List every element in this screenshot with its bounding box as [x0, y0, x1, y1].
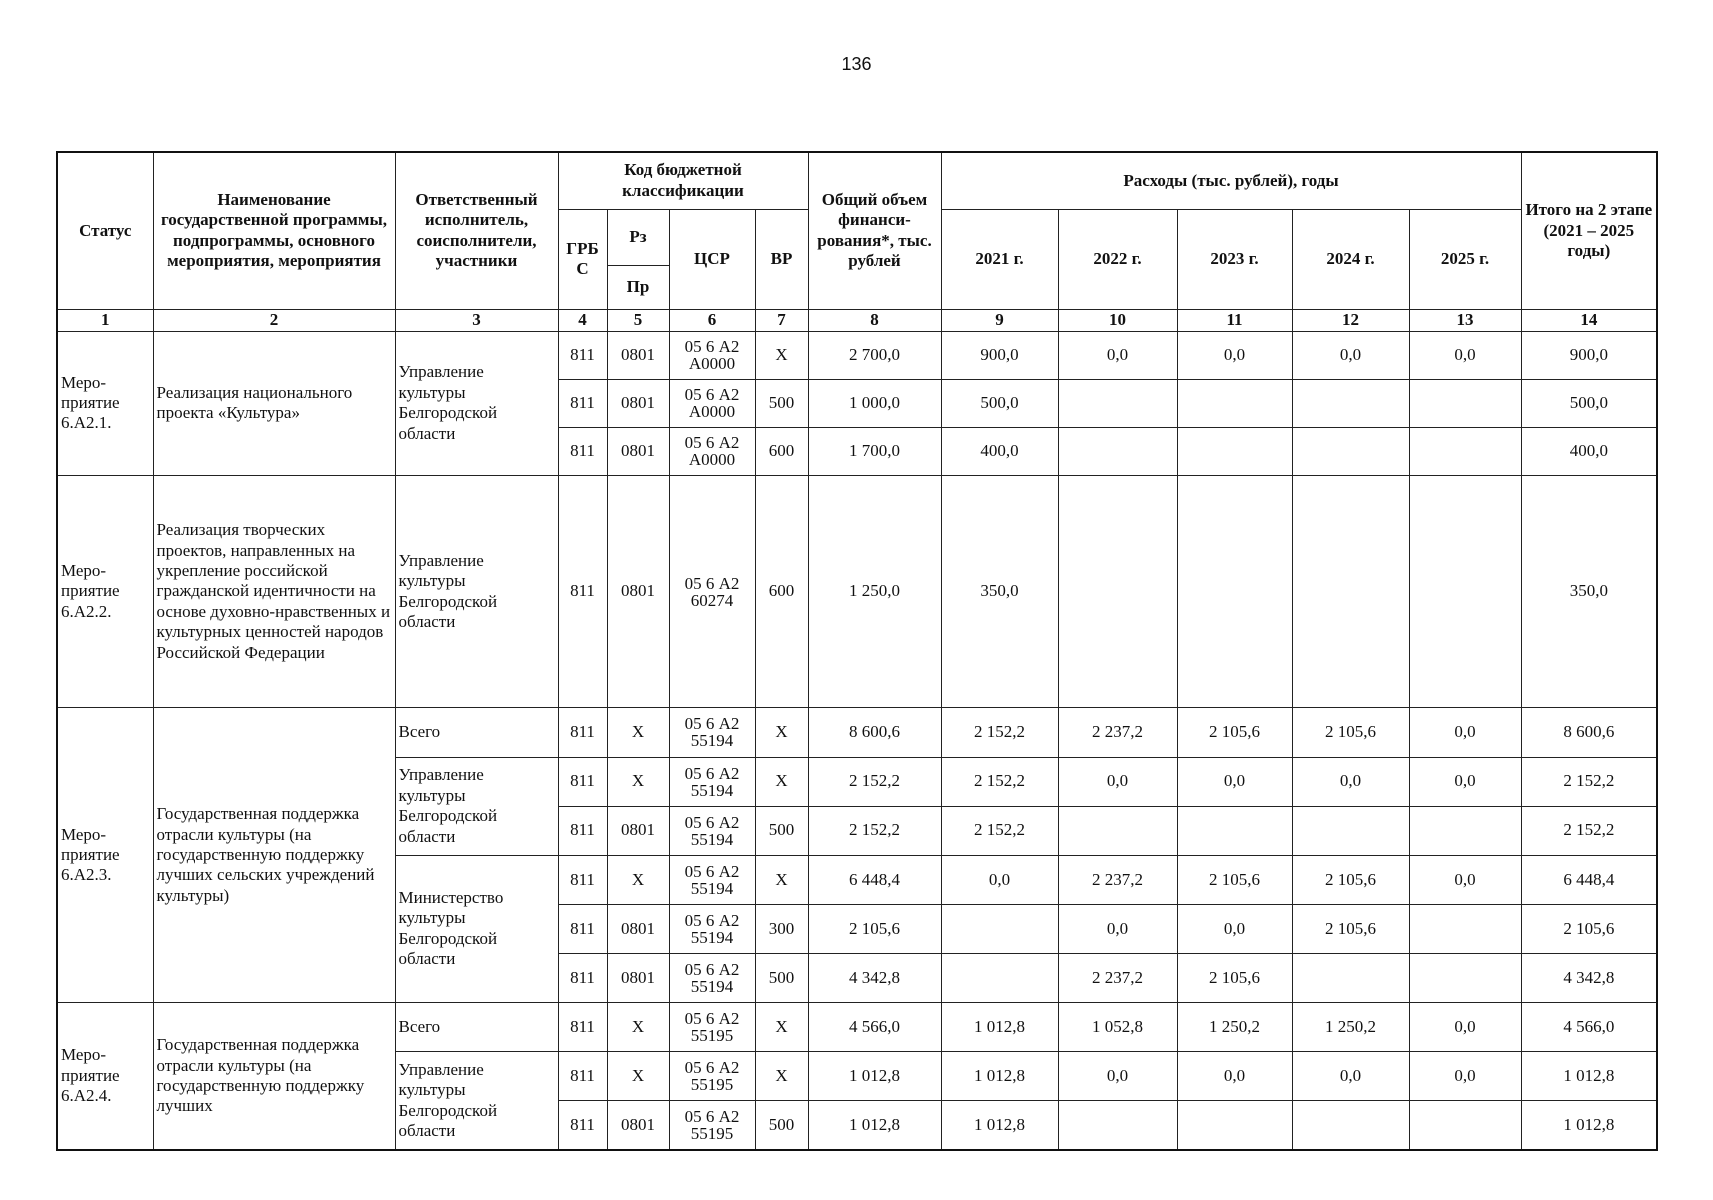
vr-cell: Х — [755, 708, 808, 757]
total-volume-cell: 1 250,0 — [808, 475, 941, 708]
table-row — [57, 1003, 1657, 1052]
rz-pr-cell: 0801 — [607, 427, 669, 475]
status-cell: Меро-приятие 6.А2.1. — [57, 331, 153, 475]
rz-pr-cell: 0801 — [607, 904, 669, 953]
rz-pr-cell: 0801 — [607, 953, 669, 1002]
csr-cell: 05 6 А2 55194 — [669, 953, 755, 1002]
year-2023-cell — [1177, 1101, 1292, 1150]
header-vr: ВР — [755, 209, 808, 309]
total-volume-cell: 1 000,0 — [808, 379, 941, 427]
year-2024-cell: 2 105,6 — [1292, 855, 1409, 904]
year-2024-cell — [1292, 475, 1409, 708]
stage-total-cell: 400,0 — [1521, 427, 1657, 475]
stage-total-cell: 1 012,8 — [1521, 1052, 1657, 1101]
year-2021-cell: 500,0 — [941, 379, 1058, 427]
year-2025-cell — [1409, 1101, 1521, 1150]
year-2023-cell — [1177, 806, 1292, 855]
header-program-name: Наименование государственной программы, подпрограммы, основного мероприятия, мероприятия — [153, 152, 395, 309]
year-2022-cell — [1058, 1101, 1177, 1150]
header-status: Статус — [57, 152, 153, 309]
stage-total-cell: 8 600,6 — [1521, 708, 1657, 757]
csr-cell: 05 6 А2 55194 — [669, 855, 755, 904]
year-2021-cell: 2 152,2 — [941, 806, 1058, 855]
csr-cell: 05 6 А2 А0000 — [669, 331, 755, 379]
responsible-cell: Управление культуры Белгородской области — [395, 331, 558, 475]
year-2022-cell: 0,0 — [1058, 904, 1177, 953]
stage-total-cell: 900,0 — [1521, 331, 1657, 379]
responsible-cell: Всего — [395, 708, 558, 757]
year-2021-cell: 0,0 — [941, 855, 1058, 904]
responsible-cell: Всего — [395, 1003, 558, 1052]
year-2022-cell: 0,0 — [1058, 757, 1177, 806]
responsible-cell: Управление культуры Белгородской области — [395, 475, 558, 708]
year-2023-cell: 2 105,6 — [1177, 708, 1292, 757]
status-cell: Меро-приятие 6.А2.2. — [57, 475, 153, 708]
year-2025-cell — [1409, 806, 1521, 855]
header-year-2022: 2022 г. — [1058, 209, 1177, 309]
table-row — [57, 708, 1657, 757]
year-2023-cell — [1177, 379, 1292, 427]
vr-cell: Х — [755, 757, 808, 806]
stage-total-cell: 2 152,2 — [1521, 757, 1657, 806]
year-2024-cell: 2 105,6 — [1292, 708, 1409, 757]
grbs-cell: 811 — [558, 855, 607, 904]
year-2024-cell: 2 105,6 — [1292, 904, 1409, 953]
column-number-cell: 10 — [1058, 309, 1177, 331]
column-number-cell: 14 — [1521, 309, 1657, 331]
rz-pr-cell: 0801 — [607, 806, 669, 855]
total-volume-cell: 2 152,2 — [808, 757, 941, 806]
year-2025-cell — [1409, 379, 1521, 427]
header-year-2025: 2025 г. — [1409, 209, 1521, 309]
grbs-cell: 811 — [558, 1101, 607, 1150]
total-volume-cell: 2 700,0 — [808, 331, 941, 379]
header-grbs: ГРБ С — [558, 209, 607, 309]
year-2023-cell: 2 105,6 — [1177, 953, 1292, 1002]
csr-cell: 05 6 А2 55194 — [669, 757, 755, 806]
year-2023-cell: 0,0 — [1177, 1052, 1292, 1101]
table-row — [57, 331, 1657, 379]
year-2021-cell: 1 012,8 — [941, 1003, 1058, 1052]
year-2025-cell: 0,0 — [1409, 1003, 1521, 1052]
rz-pr-cell: Х — [607, 855, 669, 904]
stage-total-cell: 500,0 — [1521, 379, 1657, 427]
csr-cell: 05 6 А2 55194 — [669, 708, 755, 757]
vr-cell: Х — [755, 1052, 808, 1101]
year-2024-cell: 0,0 — [1292, 1052, 1409, 1101]
program-name-cell: Государственная поддержка отрасли культуры (на государственную поддержку лучших сельских учреждений культуры) — [153, 708, 395, 1003]
vr-cell: Х — [755, 1003, 808, 1052]
year-2021-cell: 1 012,8 — [941, 1052, 1058, 1101]
year-2025-cell: 0,0 — [1409, 331, 1521, 379]
year-2023-cell — [1177, 427, 1292, 475]
page-number: 136 — [841, 54, 872, 74]
vr-cell: 600 — [755, 427, 808, 475]
header-year-2023: 2023 г. — [1177, 209, 1292, 309]
year-2024-cell — [1292, 427, 1409, 475]
grbs-cell: 811 — [558, 379, 607, 427]
rz-pr-cell: 0801 — [607, 331, 669, 379]
year-2025-cell — [1409, 953, 1521, 1002]
column-number-cell: 12 — [1292, 309, 1409, 331]
year-2023-cell: 0,0 — [1177, 904, 1292, 953]
column-numbers-row — [57, 309, 1657, 331]
grbs-cell: 811 — [558, 904, 607, 953]
header-pr: Пр — [607, 265, 669, 309]
stage-total-cell: 4 342,8 — [1521, 953, 1657, 1002]
table-row — [57, 475, 1657, 708]
csr-cell: 05 6 А2 55194 — [669, 806, 755, 855]
header-expenses: Расходы (тыс. рублей), годы — [941, 152, 1521, 209]
vr-cell: 500 — [755, 806, 808, 855]
status-cell: Меро-приятие 6.А2.3. — [57, 708, 153, 1003]
year-2022-cell: 2 237,2 — [1058, 953, 1177, 1002]
total-volume-cell: 2 105,6 — [808, 904, 941, 953]
year-2024-cell: 1 250,2 — [1292, 1003, 1409, 1052]
column-number-cell: 11 — [1177, 309, 1292, 331]
header-total-volume: Общий объем финанси-рования*, тыс. рублей — [808, 152, 941, 309]
year-2022-cell: 2 237,2 — [1058, 708, 1177, 757]
responsible-cell: Управление культуры Белгородской области — [395, 757, 558, 855]
year-2023-cell: 0,0 — [1177, 331, 1292, 379]
total-volume-cell: 8 600,6 — [808, 708, 941, 757]
year-2022-cell — [1058, 806, 1177, 855]
rz-pr-cell: Х — [607, 1052, 669, 1101]
total-volume-cell: 4 342,8 — [808, 953, 941, 1002]
budget-table — [56, 151, 1658, 1151]
responsible-cell: Управление культуры Белгородской области — [395, 1052, 558, 1150]
grbs-cell: 811 — [558, 475, 607, 708]
table-body — [57, 331, 1657, 1150]
stage-total-cell: 2 152,2 — [1521, 806, 1657, 855]
stage-total-cell: 350,0 — [1521, 475, 1657, 708]
header-year-2024: 2024 г. — [1292, 209, 1409, 309]
grbs-cell: 811 — [558, 1003, 607, 1052]
grbs-cell: 811 — [558, 806, 607, 855]
grbs-cell: 811 — [558, 708, 607, 757]
year-2021-cell: 900,0 — [941, 331, 1058, 379]
year-2024-cell — [1292, 806, 1409, 855]
csr-cell: 05 6 А2 А0000 — [669, 427, 755, 475]
csr-cell: 05 6 А2 55195 — [669, 1101, 755, 1150]
total-volume-cell: 1 012,8 — [808, 1101, 941, 1150]
year-2022-cell — [1058, 427, 1177, 475]
year-2021-cell: 400,0 — [941, 427, 1058, 475]
stage-total-cell: 2 105,6 — [1521, 904, 1657, 953]
year-2023-cell: 0,0 — [1177, 757, 1292, 806]
stage-total-cell: 4 566,0 — [1521, 1003, 1657, 1052]
rz-pr-cell: Х — [607, 757, 669, 806]
total-volume-cell: 1 012,8 — [808, 1052, 941, 1101]
program-name-cell: Реализация творческих проектов, направленных на укрепление российской гражданской идентичности на основе духовно-нравственных и культурных ценностей народов Российской Федерации — [153, 475, 395, 708]
vr-cell: 500 — [755, 1101, 808, 1150]
total-volume-cell: 1 700,0 — [808, 427, 941, 475]
stage-total-cell: 1 012,8 — [1521, 1101, 1657, 1150]
year-2025-cell: 0,0 — [1409, 855, 1521, 904]
column-number-cell: 3 — [395, 309, 558, 331]
year-2022-cell — [1058, 475, 1177, 708]
column-number-cell: 13 — [1409, 309, 1521, 331]
column-number-cell: 6 — [669, 309, 755, 331]
year-2021-cell: 2 152,2 — [941, 708, 1058, 757]
year-2022-cell — [1058, 379, 1177, 427]
column-number-cell: 2 — [153, 309, 395, 331]
year-2025-cell: 0,0 — [1409, 1052, 1521, 1101]
year-2025-cell: 0,0 — [1409, 757, 1521, 806]
vr-cell: 500 — [755, 953, 808, 1002]
header-rz: Рз — [607, 209, 669, 265]
header-responsible: Ответственный исполнитель, соисполнители, участники — [395, 152, 558, 309]
rz-pr-cell: 0801 — [607, 1101, 669, 1150]
year-2024-cell: 0,0 — [1292, 757, 1409, 806]
column-number-cell: 8 — [808, 309, 941, 331]
grbs-cell: 811 — [558, 757, 607, 806]
column-number-cell: 4 — [558, 309, 607, 331]
csr-cell: 05 6 А2 А0000 — [669, 379, 755, 427]
year-2022-cell: 2 237,2 — [1058, 855, 1177, 904]
year-2024-cell: 0,0 — [1292, 331, 1409, 379]
header-csr: ЦСР — [669, 209, 755, 309]
year-2025-cell — [1409, 904, 1521, 953]
year-2022-cell: 0,0 — [1058, 1052, 1177, 1101]
total-volume-cell: 6 448,4 — [808, 855, 941, 904]
year-2024-cell — [1292, 953, 1409, 1002]
column-number-cell: 9 — [941, 309, 1058, 331]
year-2025-cell — [1409, 427, 1521, 475]
year-2023-cell: 1 250,2 — [1177, 1003, 1292, 1052]
status-cell: Меро-приятие 6.А2.4. — [57, 1003, 153, 1150]
year-2021-cell — [941, 904, 1058, 953]
year-2021-cell: 350,0 — [941, 475, 1058, 708]
year-2025-cell: 0,0 — [1409, 708, 1521, 757]
grbs-cell: 811 — [558, 331, 607, 379]
csr-cell: 05 6 А2 60274 — [669, 475, 755, 708]
vr-cell: Х — [755, 855, 808, 904]
stage-total-cell: 6 448,4 — [1521, 855, 1657, 904]
program-name-cell: Реализация национального проекта «Культура» — [153, 331, 395, 475]
rz-pr-cell: Х — [607, 1003, 669, 1052]
csr-cell: 05 6 А2 55195 — [669, 1003, 755, 1052]
year-2021-cell — [941, 953, 1058, 1002]
header-budget-code: Код бюджетной классификации — [558, 152, 808, 209]
responsible-cell: Министерство культуры Белгородской области — [395, 855, 558, 1002]
total-volume-cell: 4 566,0 — [808, 1003, 941, 1052]
column-number-cell: 7 — [755, 309, 808, 331]
year-2021-cell: 1 012,8 — [941, 1101, 1058, 1150]
grbs-cell: 811 — [558, 1052, 607, 1101]
year-2022-cell: 0,0 — [1058, 331, 1177, 379]
year-2024-cell — [1292, 1101, 1409, 1150]
column-number-cell: 5 — [607, 309, 669, 331]
csr-cell: 05 6 А2 55194 — [669, 904, 755, 953]
total-volume-cell: 2 152,2 — [808, 806, 941, 855]
header-stage-total: Итого на 2 этапе (2021 – 2025 годы) — [1521, 152, 1657, 309]
vr-cell: 600 — [755, 475, 808, 708]
vr-cell: Х — [755, 331, 808, 379]
program-name-cell: Государственная поддержка отрасли культуры (на государственную поддержку лучших — [153, 1003, 395, 1150]
year-2022-cell: 1 052,8 — [1058, 1003, 1177, 1052]
vr-cell: 300 — [755, 904, 808, 953]
rz-pr-cell: 0801 — [607, 379, 669, 427]
year-2021-cell: 2 152,2 — [941, 757, 1058, 806]
grbs-cell: 811 — [558, 953, 607, 1002]
year-2023-cell: 2 105,6 — [1177, 855, 1292, 904]
column-number-cell: 1 — [57, 309, 153, 331]
year-2024-cell — [1292, 379, 1409, 427]
year-2025-cell — [1409, 475, 1521, 708]
vr-cell: 500 — [755, 379, 808, 427]
rz-pr-cell: 0801 — [607, 475, 669, 708]
table-header — [57, 152, 1657, 331]
header-year-2021: 2021 г. — [941, 209, 1058, 309]
year-2023-cell — [1177, 475, 1292, 708]
rz-pr-cell: Х — [607, 708, 669, 757]
csr-cell: 05 6 А2 55195 — [669, 1052, 755, 1101]
grbs-cell: 811 — [558, 427, 607, 475]
